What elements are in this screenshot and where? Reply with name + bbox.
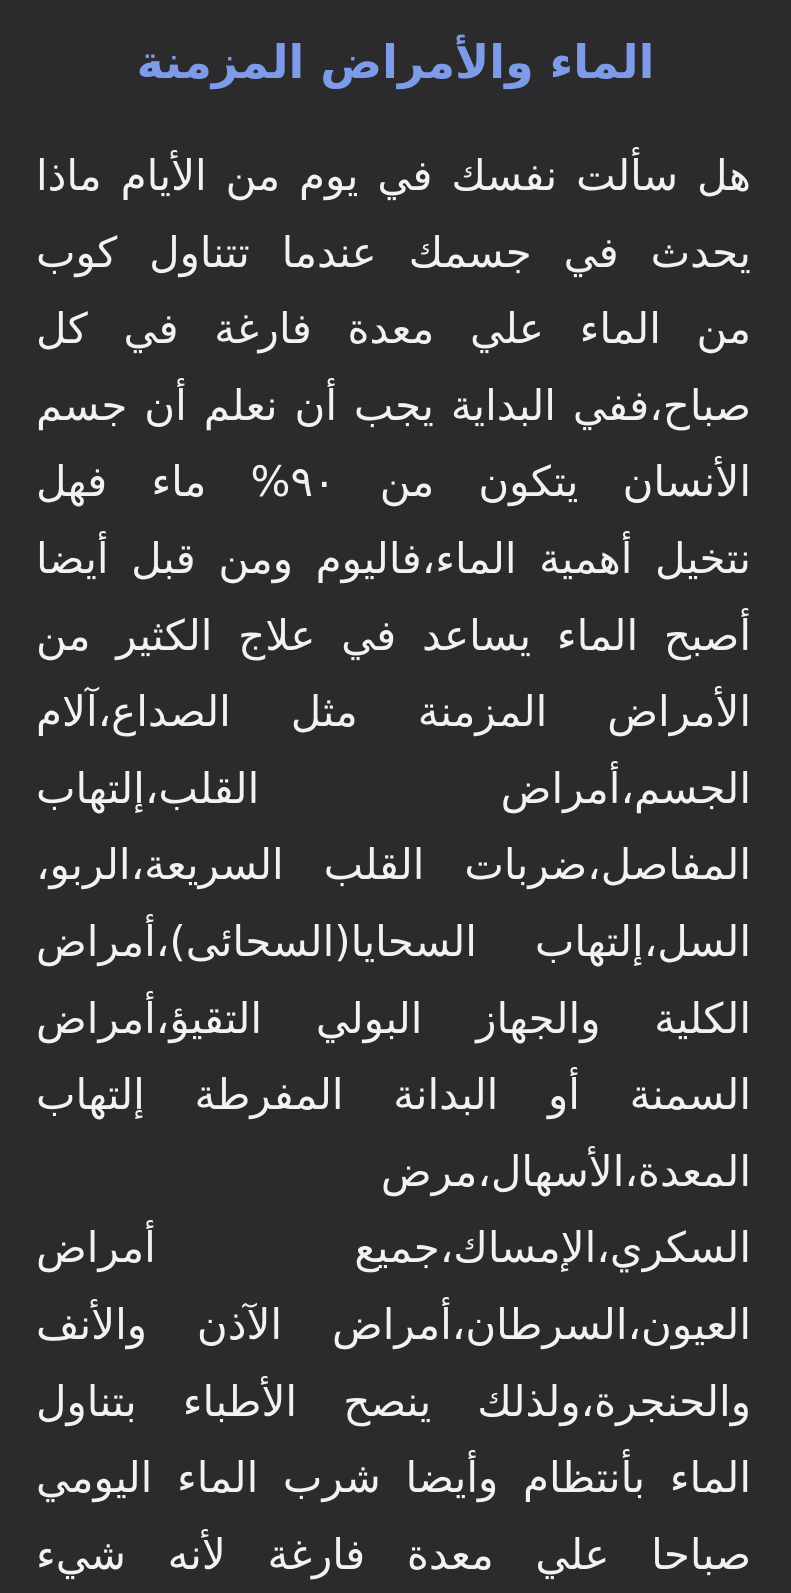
article-line: من الماء علي معدة فارغة في كل: [36, 304, 751, 354]
article-line: أصبح الماء يساعد في علاج الكثير من: [36, 610, 751, 660]
article-line: الأمراض المزمنة مثل الصداع،آلام: [36, 687, 751, 737]
article-line: السمنة أو البدانة المفرطة إلتهاب: [36, 1070, 751, 1120]
article-line: الجسم،أمراض القلب،إلتهاب: [36, 763, 751, 813]
article-line: يحدث في جسمك عندما تتناول كوب: [36, 227, 751, 277]
article-line: الكلية والجهاز البولي التقيؤ،أمراض: [36, 993, 751, 1043]
article-line: الأنسان يتكون من ٩٠% ماء فهل: [36, 457, 751, 507]
article-line: المفاصل،ضربات القلب السريعة،الربو،: [36, 840, 751, 890]
article-line: الماء بأنتظام وأيضا شرب الماء اليومي: [36, 1453, 751, 1503]
article-line: العيون،السرطان،أمراض الآذن والأنف: [36, 1299, 751, 1349]
article-line: هل سألت نفسك في يوم من الأيام ماذا: [36, 151, 751, 200]
article-line: السل،إلتهاب السحايا(السحائى)،أمراض: [36, 916, 751, 966]
article-line: صباح،ففي البداية يجب أن نعلم أن جسم: [36, 380, 751, 430]
article-line: السكري،الإمساك،جميع أمراض: [36, 1223, 751, 1273]
article-line: المعدة،الأسهال،مرض: [380, 1146, 751, 1196]
article-line: والحنجرة،ولذلك ينصح الأطباء بتناول: [36, 1376, 751, 1426]
article-body: [36, 138, 751, 1593]
page-title: الماء والأمراض المزمنة: [136, 35, 655, 89]
article-line: نتخيل أهمية الماء،فاليوم ومن قبل أيضا: [36, 533, 751, 583]
article-line: صباحا علي معدة فارغة لأنه شيء: [36, 1529, 751, 1579]
